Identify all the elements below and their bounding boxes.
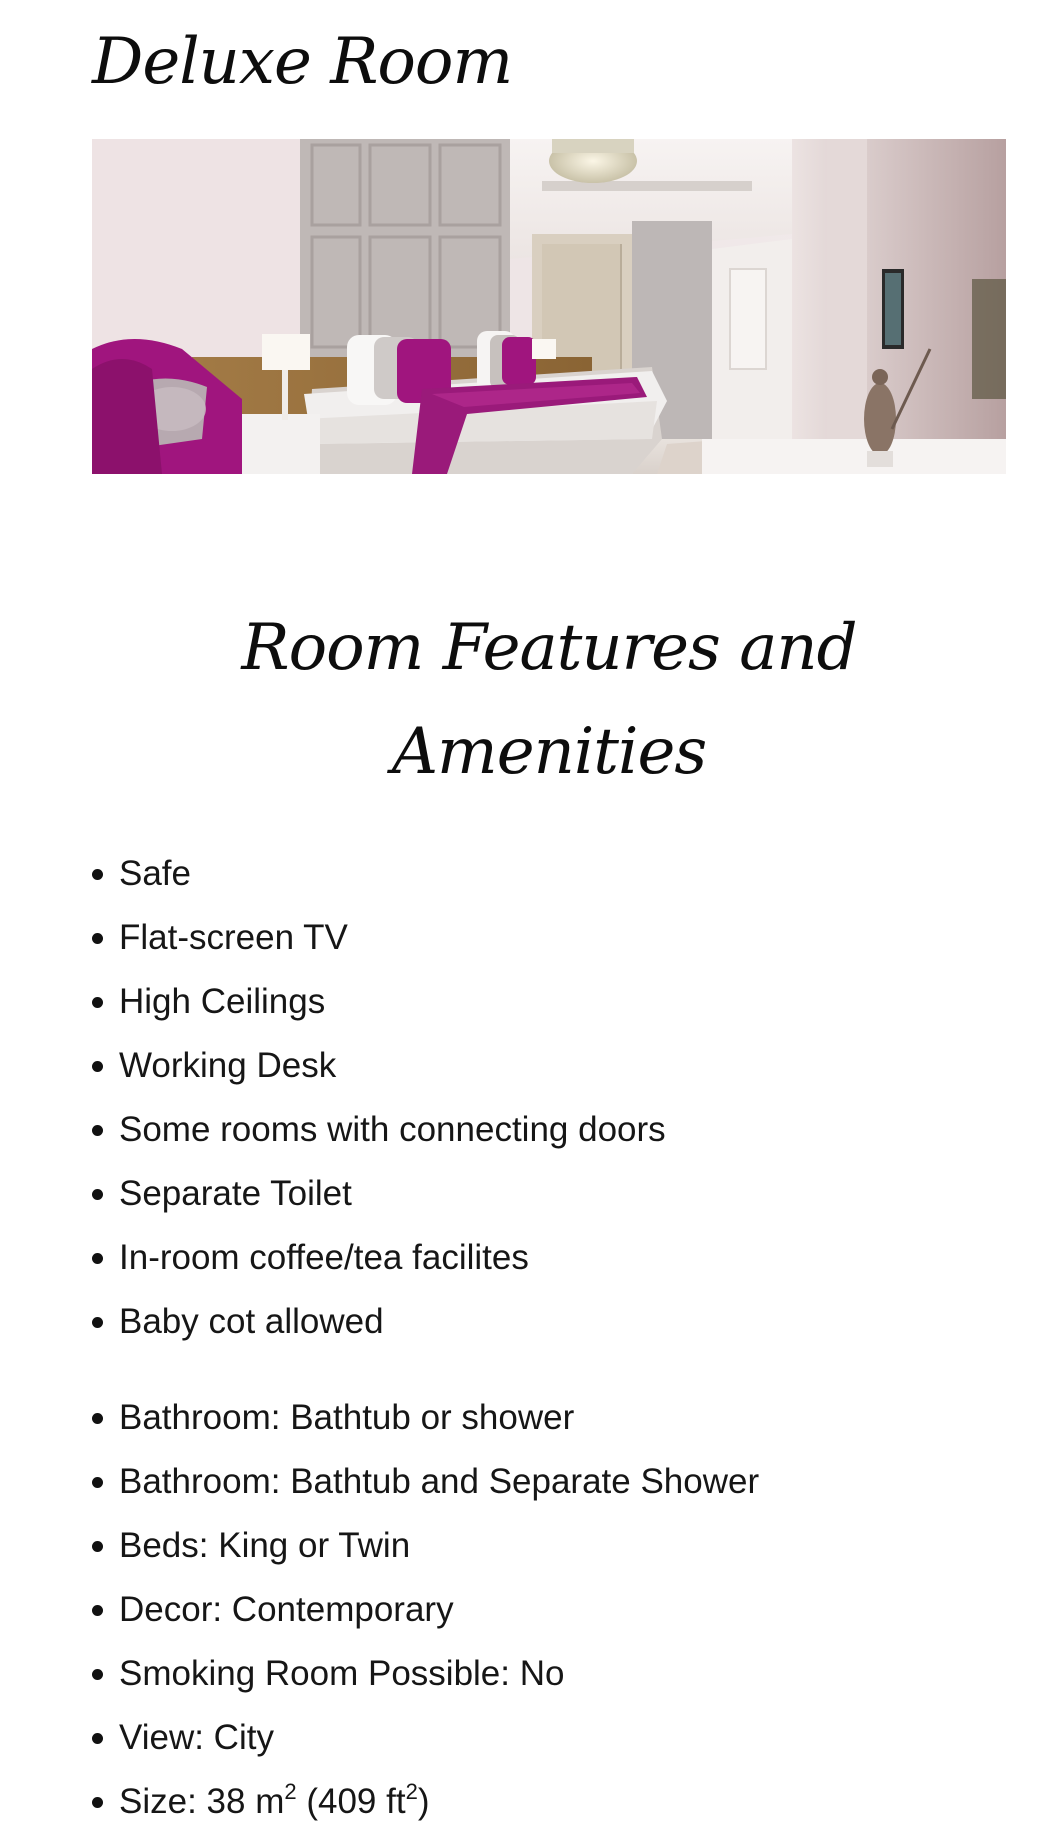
list-item: Decor: Contemporary [92,1578,1006,1642]
features-list [92,842,1006,1354]
size-sup-ft2: 2 [405,1779,418,1804]
list-item: Bathroom: Bathtub and Separate Shower [92,1450,1006,1514]
list-item: In-room coffee/tea facilites [92,1226,1006,1290]
room-photo [92,139,1006,474]
details-list [92,1386,1006,1834]
list-item: Bathroom: Bathtub or shower [92,1386,1006,1450]
room-title: Deluxe Room [92,25,513,99]
amenities-heading-line1: Room Features and [241,611,857,685]
list-item: Smoking Room Possible: No [92,1642,1006,1706]
list-item: Baby cot allowed [92,1290,1006,1354]
size-label: Size: 38 m [119,1782,285,1821]
list-item: View: City [92,1706,1006,1770]
size-sup-m2: 2 [284,1779,297,1804]
list-item: High Ceilings [92,970,1006,1034]
amenities-heading-line2: Amenities [391,715,707,789]
amenities-heading [92,596,1006,804]
list-item: Separate Toilet [92,1162,1006,1226]
list-item: Safe [92,842,1006,906]
size-item [92,1770,1006,1834]
size-end: ) [417,1782,430,1821]
list-item: Some rooms with connecting doors [92,1098,1006,1162]
size-middle: (409 ft [296,1782,406,1821]
list-item: Working Desk [92,1034,1006,1098]
list-item: Beds: King or Twin [92,1514,1006,1578]
list-item: Flat-screen TV [92,906,1006,970]
